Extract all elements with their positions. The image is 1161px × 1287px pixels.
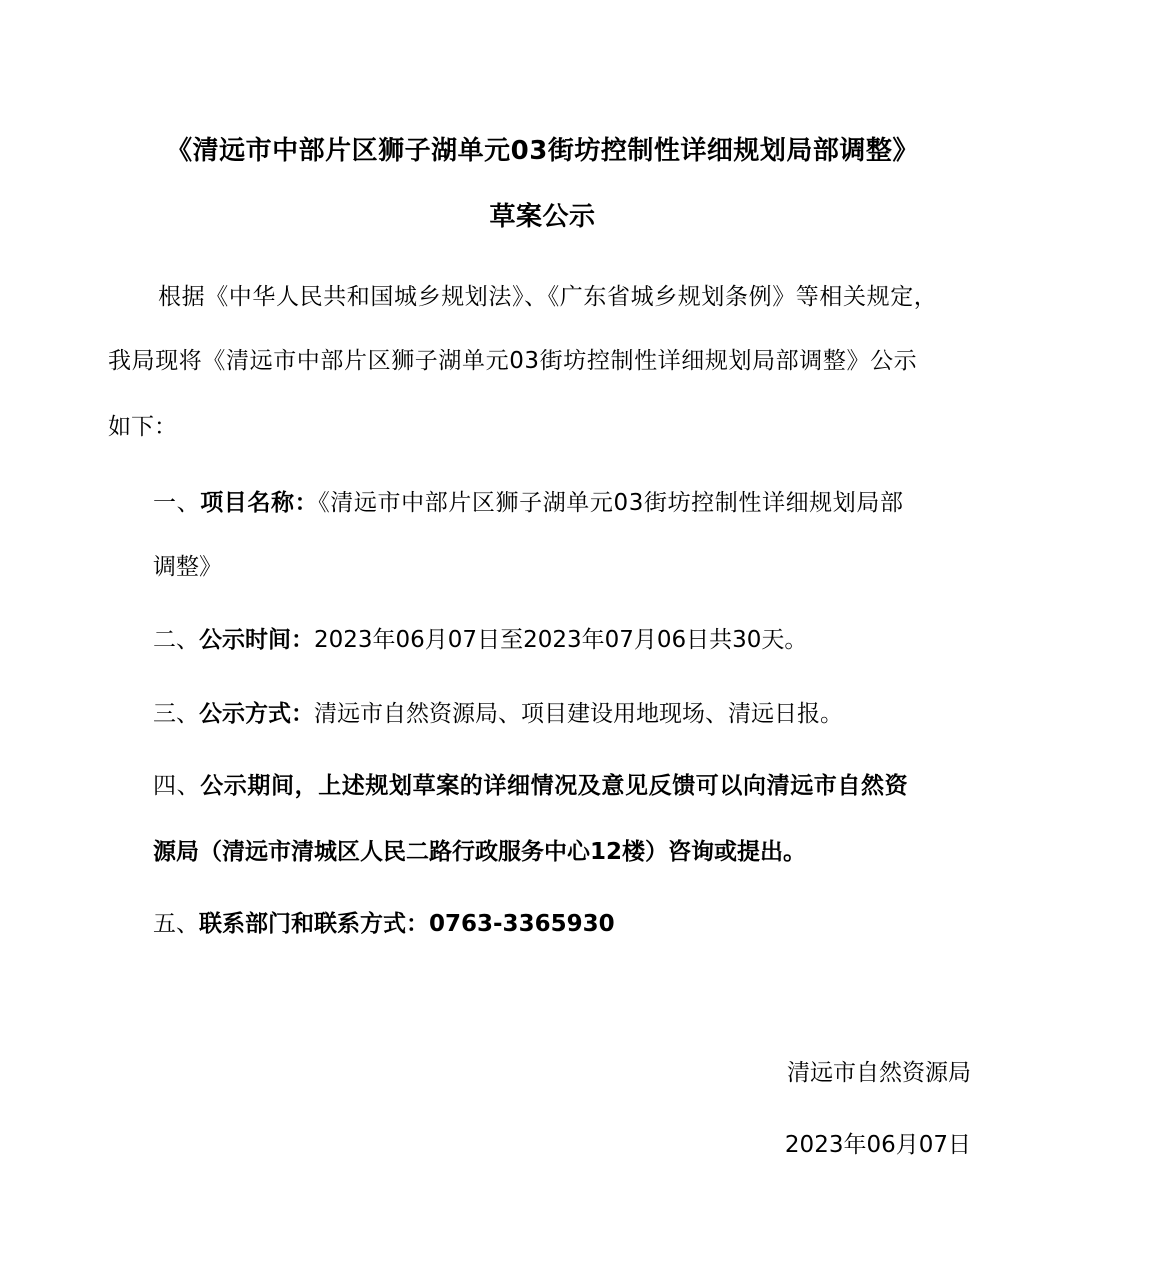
signature-date: 2023年06月07日 bbox=[784, 1132, 971, 1158]
contact-phone: 0763-3365930 bbox=[429, 911, 615, 937]
item-project-name-continued: 调整》 bbox=[153, 554, 222, 580]
intro-paragraph-line-2: 我局现将《清远市中部片区狮子湖单元03街坊控制性详细规划局部调整》公示 bbox=[108, 348, 918, 374]
item-text: 公示期间，上述规划草案的详细情况及意见反馈可以向清远市自然资 bbox=[200, 773, 909, 799]
item-number: 四、 bbox=[153, 773, 201, 799]
item-feedback bbox=[153, 771, 908, 801]
item-number: 二、 bbox=[153, 627, 199, 653]
item-label: 联系部门和联系方式： bbox=[199, 911, 429, 937]
intro-paragraph-line-1: 根据《中华人民共和国城乡规划法》、《广东省城乡规划条例》等相关规定， bbox=[158, 284, 938, 310]
item-label: 项目名称： bbox=[200, 490, 319, 516]
signature-organization: 清远市自然资源局 bbox=[787, 1060, 971, 1086]
item-text: 2023年06月07日至2023年07月06日共30天。 bbox=[314, 627, 808, 653]
item-label: 公示方式： bbox=[199, 701, 314, 727]
item-publicity-time bbox=[153, 625, 807, 655]
item-number: 三、 bbox=[153, 701, 199, 727]
item-text: 《清远市中部片区狮子湖单元03街坊控制性详细规划局部 bbox=[318, 490, 904, 516]
item-number: 一、 bbox=[153, 490, 201, 516]
item-feedback-continued: 源局（清远市清城区人民二路行政服务中心12楼）咨询或提出。 bbox=[153, 839, 807, 865]
document-subtitle: 草案公示 bbox=[489, 202, 596, 232]
item-label: 公示时间： bbox=[199, 627, 314, 653]
item-text: 清远市自然资源局、项目建设用地现场、清远日报。 bbox=[314, 701, 843, 727]
item-publicity-method bbox=[153, 699, 843, 729]
intro-paragraph-line-3: 如下： bbox=[108, 414, 177, 440]
document-title: 《清远市中部片区狮子湖单元03街坊控制性详细规划局部调整》 bbox=[166, 136, 919, 166]
item-contact bbox=[153, 909, 615, 939]
item-project-name bbox=[153, 488, 904, 518]
item-number: 五、 bbox=[153, 911, 199, 937]
